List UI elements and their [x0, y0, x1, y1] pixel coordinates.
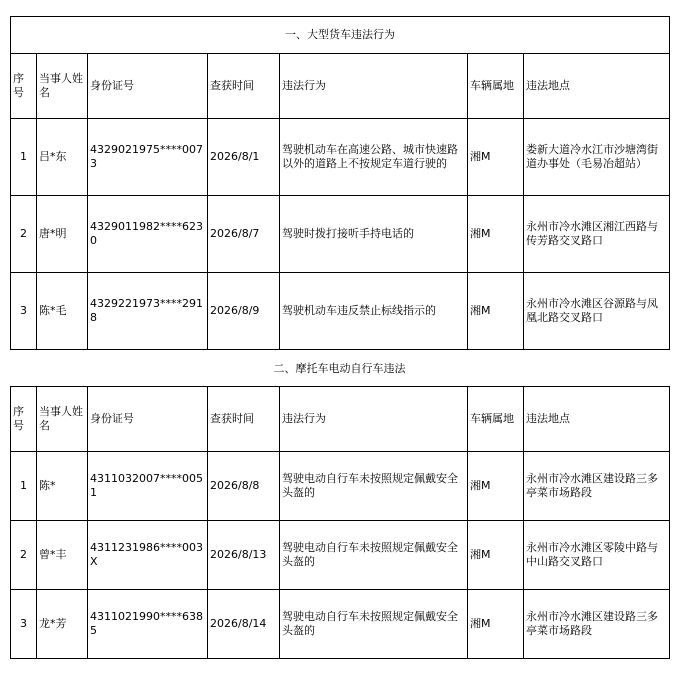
- table-row: [11, 119, 670, 196]
- cell-name: 曾*丰: [37, 521, 88, 590]
- table-truck-violations: [10, 16, 670, 350]
- table-row: [11, 452, 670, 521]
- table-motorcycle-violations: [10, 386, 670, 659]
- cell-location: 永州市冷水滩区谷源路与凤凰北路交叉路口: [524, 273, 670, 350]
- cell-region: 湘M: [468, 521, 524, 590]
- cell-id: 4329021975****0073: [88, 119, 208, 196]
- cell-id: 4311231986****003X: [88, 521, 208, 590]
- header-row: [11, 54, 670, 119]
- cell-no: 2: [11, 521, 37, 590]
- cell-name: 吕*东: [37, 119, 88, 196]
- cell-location: 永州市冷水滩区建设路三多亭菜市场路段: [524, 590, 670, 659]
- cell-location: 娄新大道冷水江市沙塘湾街道办事处（毛易冶超站）: [524, 119, 670, 196]
- cell-id: 4329011982****6230: [88, 196, 208, 273]
- header-no: 序号: [11, 387, 37, 452]
- cell-location: 永州市冷水滩区湘江西路与传芳路交叉路口: [524, 196, 670, 273]
- cell-no: 2: [11, 196, 37, 273]
- cell-region: 湘M: [468, 273, 524, 350]
- cell-date: 2026/8/14: [208, 590, 280, 659]
- header-no: 序号: [11, 54, 37, 119]
- header-location: 违法地点: [524, 54, 670, 119]
- cell-id: 4311032007****0051: [88, 452, 208, 521]
- cell-date: 2026/8/1: [208, 119, 280, 196]
- cell-violation: 驾驶时拨打接听手持电话的: [280, 196, 468, 273]
- cell-region: 湘M: [468, 119, 524, 196]
- cell-no: 1: [11, 119, 37, 196]
- header-id: 身份证号: [88, 54, 208, 119]
- cell-region: 湘M: [468, 196, 524, 273]
- cell-name: 唐*明: [37, 196, 88, 273]
- cell-date: 2026/8/7: [208, 196, 280, 273]
- cell-violation: 驾驶电动自行车未按照规定佩戴安全头盔的: [280, 452, 468, 521]
- cell-violation: 驾驶电动自行车未按照规定佩戴安全头盔的: [280, 521, 468, 590]
- header-date: 查获时间: [208, 54, 280, 119]
- cell-no: 3: [11, 273, 37, 350]
- cell-violation: 驾驶机动车在高速公路、城市快速路以外的道路上不按规定车道行驶的: [280, 119, 468, 196]
- cell-date: 2026/8/8: [208, 452, 280, 521]
- table-row: [11, 590, 670, 659]
- cell-location: 永州市冷水滩区建设路三多亭菜市场路段: [524, 452, 670, 521]
- header-date: 查获时间: [208, 387, 280, 452]
- document-sheet: [10, 16, 669, 659]
- header-id: 身份证号: [88, 387, 208, 452]
- header-name: 当事人姓名: [37, 54, 88, 119]
- section-gap: [10, 350, 669, 386]
- header-row: [11, 387, 670, 452]
- cell-name: 陈*: [37, 452, 88, 521]
- header-region: 车辆属地: [468, 387, 524, 452]
- table-row: [11, 521, 670, 590]
- cell-no: 1: [11, 452, 37, 521]
- cell-id: 4329221973****2918: [88, 273, 208, 350]
- header-violation: 违法行为: [280, 387, 468, 452]
- cell-location: 永州市冷水滩区零陵中路与中山路交叉路口: [524, 521, 670, 590]
- header-name: 当事人姓名: [37, 387, 88, 452]
- header-violation: 违法行为: [280, 54, 468, 119]
- cell-date: 2026/8/13: [208, 521, 280, 590]
- cell-name: 陈*毛: [37, 273, 88, 350]
- cell-no: 3: [11, 590, 37, 659]
- section-title-row: [11, 17, 670, 54]
- section-title: 一、大型货车违法行为: [11, 17, 670, 54]
- section-title: 二、摩托车电动自行车违法: [273, 362, 406, 375]
- header-location: 违法地点: [524, 387, 670, 452]
- cell-region: 湘M: [468, 452, 524, 521]
- cell-violation: 驾驶电动自行车未按照规定佩戴安全头盔的: [280, 590, 468, 659]
- cell-date: 2026/8/9: [208, 273, 280, 350]
- cell-region: 湘M: [468, 590, 524, 659]
- table-row: [11, 196, 670, 273]
- cell-name: 龙*芳: [37, 590, 88, 659]
- cell-id: 4311021990****6385: [88, 590, 208, 659]
- table-row: [11, 273, 670, 350]
- cell-violation: 驾驶机动车违反禁止标线指示的: [280, 273, 468, 350]
- header-region: 车辆属地: [468, 54, 524, 119]
